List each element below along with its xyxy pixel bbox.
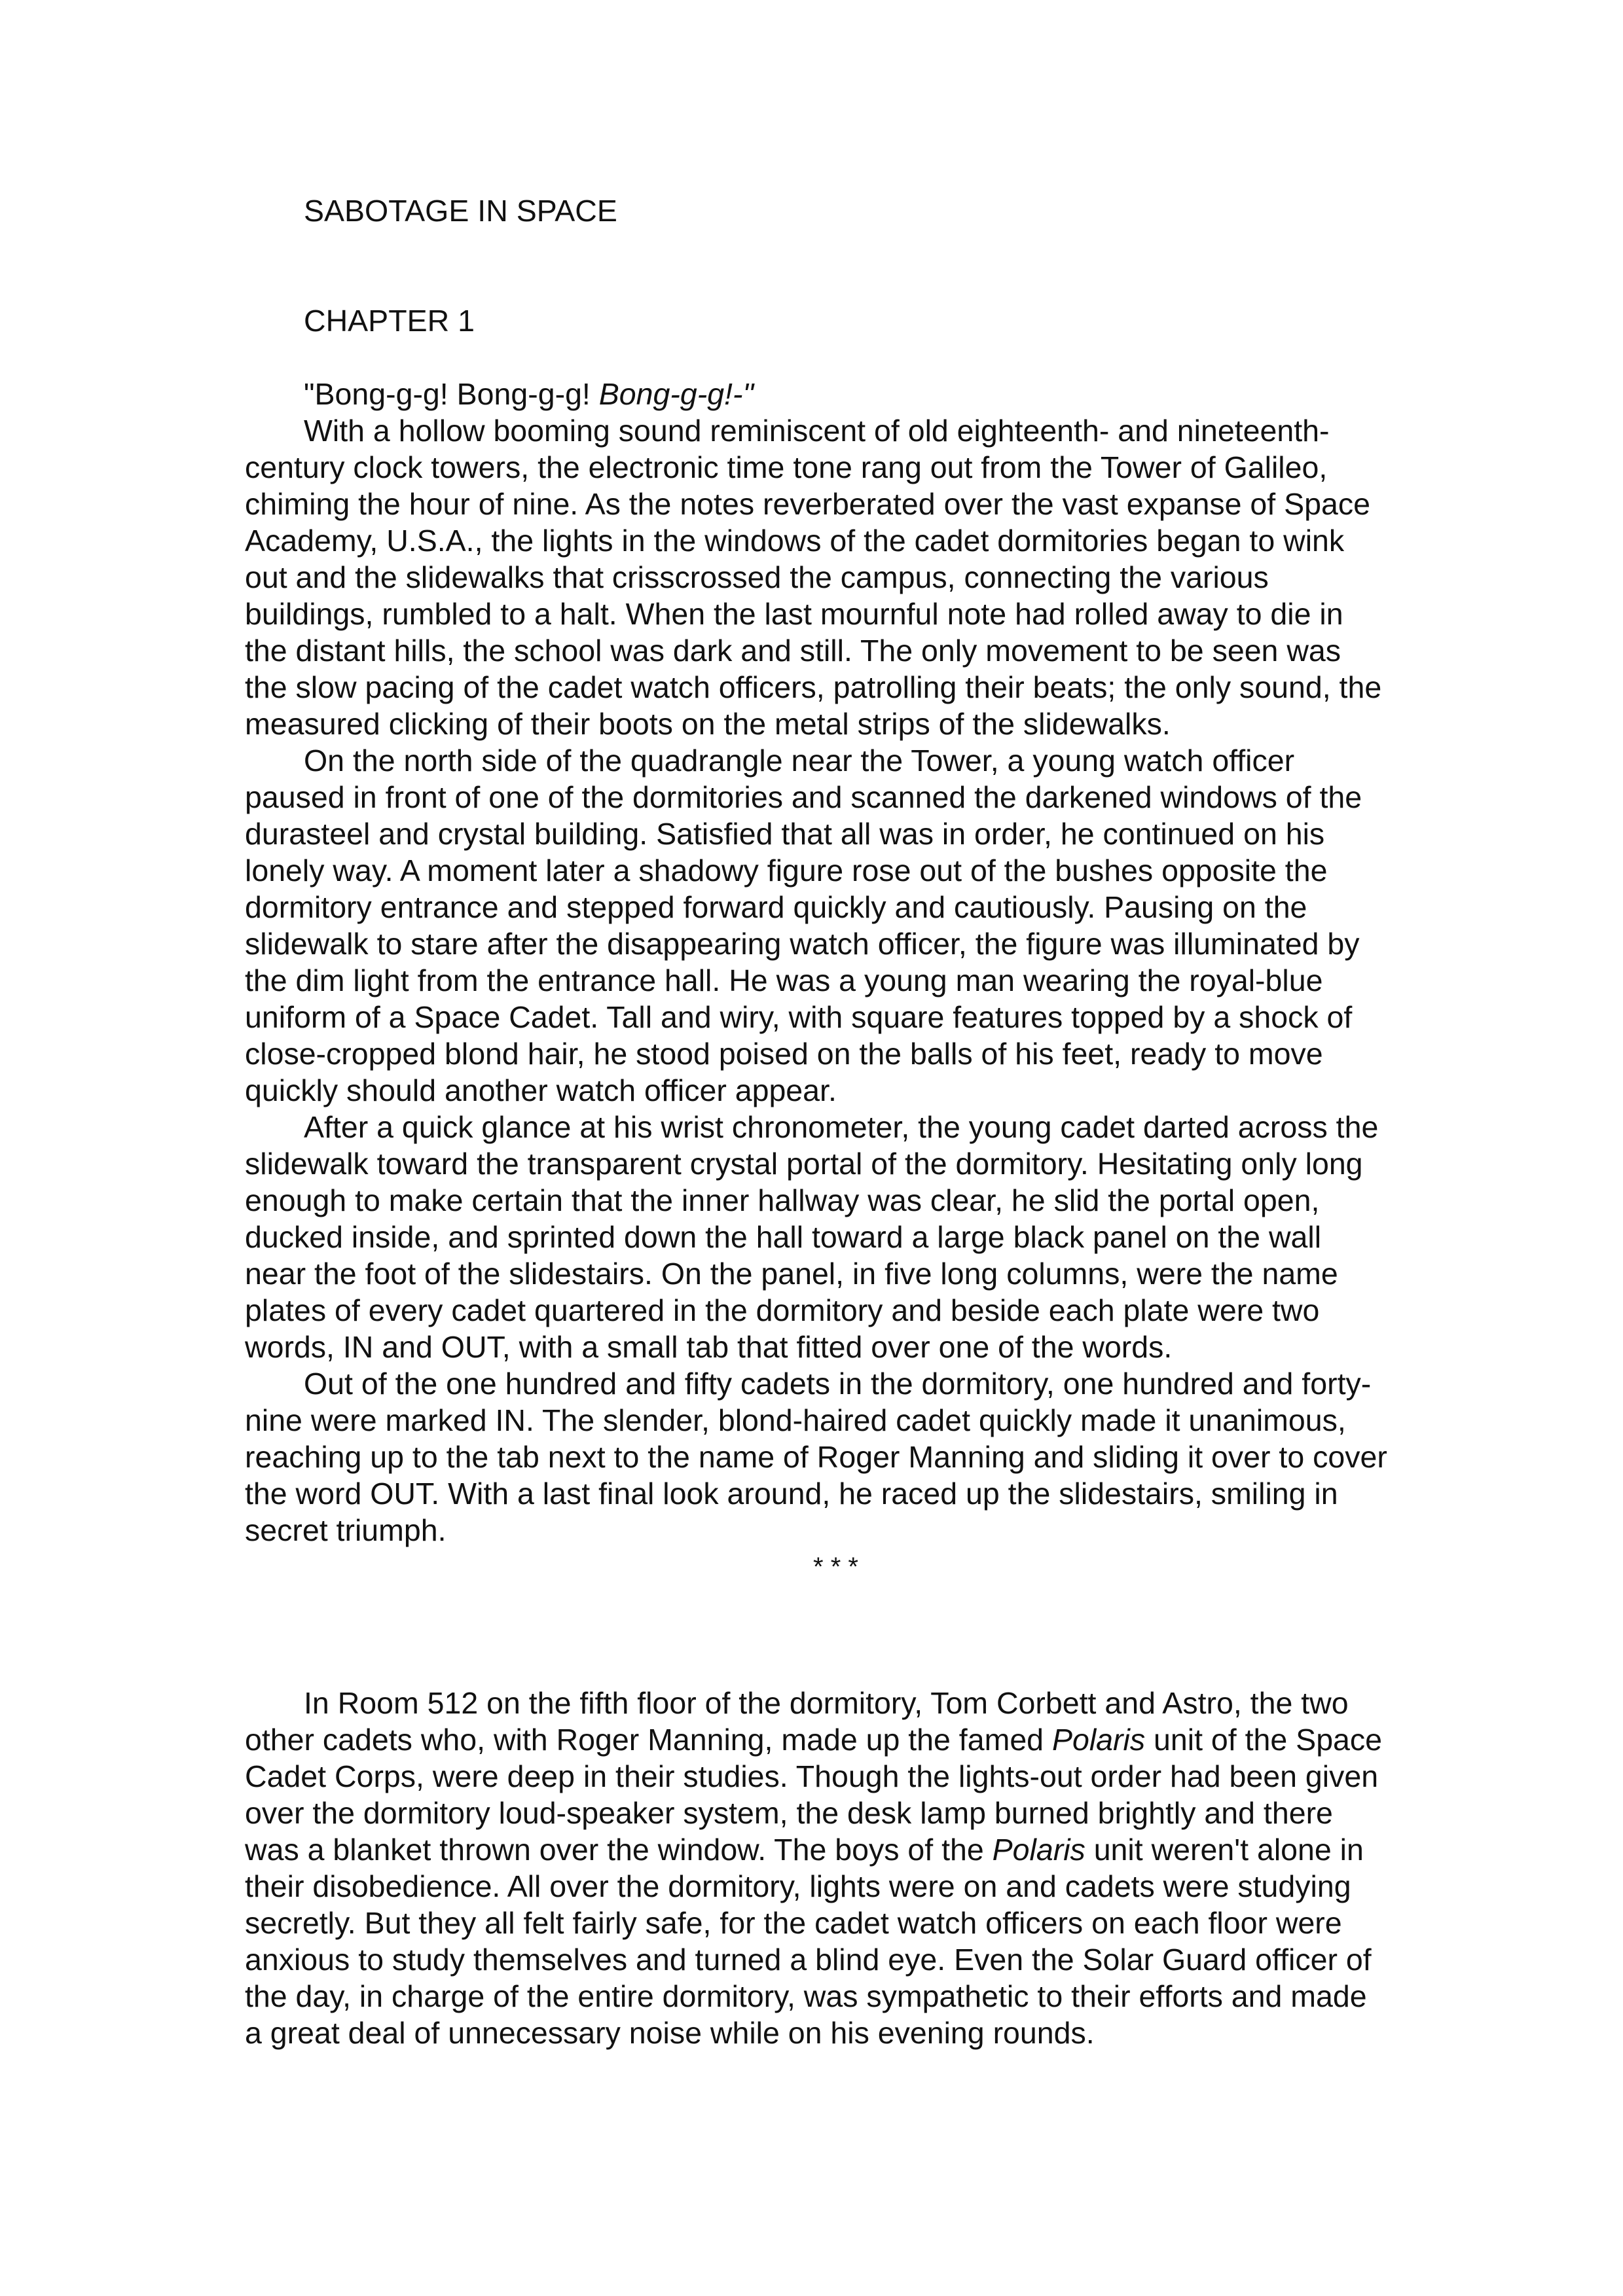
body-text bbox=[245, 412, 1387, 1585]
paragraph-text: unit weren't alone in their disobedience. All over the dormitory, lights were on and cadets were studying secretly. But they all felt fairly safe, for the cadet watch officers on each floor were anxious to study themselves and turned a blind eye. Even the Solar Guard officer of the day, in charge of the entire dormitory, was sympathetic to their efforts and made a great deal of unnecessary noise while on his evening rounds. bbox=[245, 1833, 1372, 2050]
ship-name: Polaris bbox=[1051, 1723, 1146, 1757]
book-title: SABOTAGE IN SPACE bbox=[304, 194, 617, 228]
chapter-heading: CHAPTER 1 bbox=[304, 304, 475, 338]
paragraph bbox=[245, 1685, 1387, 2051]
paragraph: With a hollow booming sound reminiscent of old eighteenth- and nineteenth-century clock towers, the electronic time tone rang out from the Tower of Galileo, chiming the hour of nine. As the notes reverberated over the vast expanse of Space Academy, U.S.A., the lights in the windows of the cadet dormitories began to wink out and the slidewalks that crisscrossed the campus, connecting the various buildings, rumbled to a halt. When the last mournful note had rolled away to die in the distant hills, the school was dark and still. The only movement to be seen was the slow pacing of the cadet watch officers, patrolling their beats; the only sound, the measured clicking of their boots on the metal strips of the slidewalks. bbox=[245, 414, 1382, 741]
ship-name: Polaris bbox=[992, 1833, 1085, 1867]
paragraph: Out of the one hundred and fifty cadets in the dormitory, one hundred and forty-nine were marked IN. The slender, blond-haired cadet quickly made it unanimous, reaching up to the tab next to the name of Roger Manning and sliding it over to cover the word OUT. With a last final look around, he raced up the slidestairs, smiling in secret triumph. bbox=[245, 1367, 1387, 1547]
opening-italic: Bong-g-g!-" bbox=[598, 377, 754, 411]
opening-plain: "Bong-g-g! Bong-g-g! bbox=[304, 377, 599, 411]
paragraph: After a quick glance at his wrist chronometer, the young cadet darted across the slidewalk toward the transparent crystal portal of the dormitory. Hesitating only long enough to make certain that the inner hallway was clear, he slid the portal open, ducked inside, and sprinted down the hall toward a large black panel on the wall near the foot of the slidestairs. On the panel, in five long columns, were the name plates of every cadet quartered in the dormitory and beside each plate were two words, IN and OUT, with a small tab that fitted over one of the words. bbox=[245, 1110, 1379, 1364]
body-text-continued bbox=[245, 1685, 1387, 2051]
paragraph: On the north side of the quadrangle near the Tower, a young watch officer paused in front of one of the dormitories and scanned the darkened windows of the durasteel and crystal building. Satisfied that all was in order, he continued on his lonely way. A moment later a shadowy figure rose out of the bushes opposite the dormitory entrance and stepped forward quickly and cautiously. Pausing on the slidewalk to stare after the disappearing watch officer, the figure was illuminated by the dim light from the entrance hall. He was a young man wearing the royal-blue uniform of a Space Cadet. Tall and wiry, with square features topped by a shock of close-cropped blond hair, he stood poised on the balls of his feet, ready to move quickly should another watch officer appear. bbox=[245, 744, 1362, 1107]
opening-line bbox=[245, 376, 754, 412]
scene-separator: * * * bbox=[813, 1552, 858, 1581]
paragraph-text: In Room 512 on the fifth floor of the dormitory, Tom Corbett and Astro, the two other cadets who, with Roger Manning, made up the famed bbox=[245, 1686, 1349, 1757]
paragraph-text: unit of the Space Cadet Corps, were deep in their studies. Though the lights-out order had been given over the dormitory loud-speaker system, the desk lamp burned brightly and there was a blanket thrown over the window. The boys of the bbox=[245, 1723, 1383, 1867]
